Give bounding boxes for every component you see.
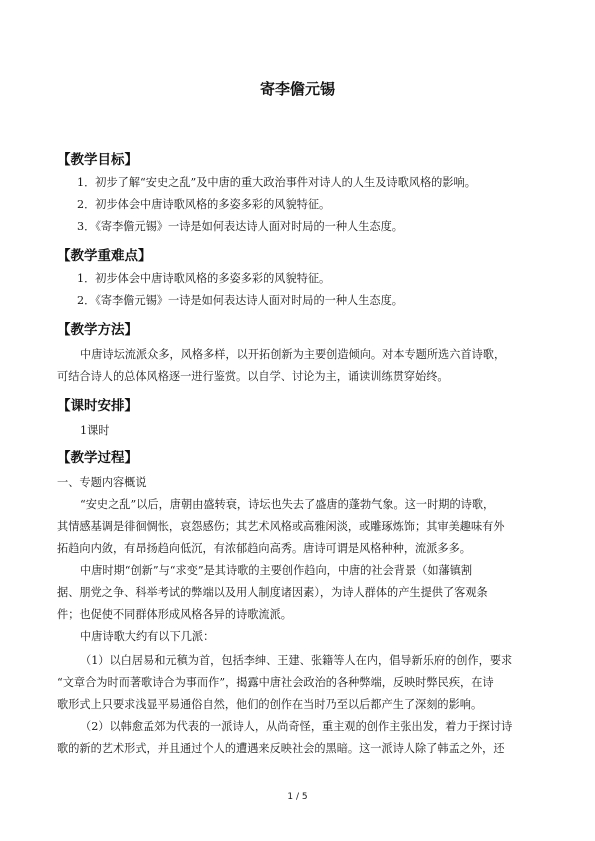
paragraph-line: （2）以韩愈孟郊为代表的一派诗人，从尚奇怪，重主观的创作主张出发，着力于探讨诗 (80, 720, 513, 733)
key-point-item: 2．《寄李儋元锡》一诗是如何表达诗人面对时局的一种人生态度。 (77, 294, 403, 307)
goal-item: 3．《寄李儋元锡》一诗是如何表达诗人面对时局的一种人生态度。 (77, 220, 403, 233)
section-heading-method: 【教学方法】 (57, 322, 138, 338)
section-heading-schedule: 【课时安排】 (57, 398, 138, 414)
paragraph-line: 中唐诗歌大约有以下几派： (80, 630, 215, 643)
goal-item: 1．初步了解“安史之乱”及中唐的重大政治事件对诗人的人生及诗歌风格的影响。 (77, 176, 476, 189)
paragraph-line: 件；也促使不同群体形成风格各异的诗歌流派。 (57, 608, 292, 621)
paragraph-line: 中唐时期“创新”与“求变”是其诗歌的主要创作趋向，中唐的社会背景（如藩镇割 (80, 564, 473, 577)
paragraph-line: 其情感基调是徘徊惆怅，哀怨感伤；其艺术风格或高雅闲淡，或雕琢炼饰；其审美趣味有外 (57, 520, 505, 533)
paragraph-line: 拓趋向内敛，有昂扬趋向低沉，有浓郁趋向高秀。唐诗可谓是风格种种，流派多多。 (57, 542, 471, 555)
paragraph-line: “文章合为时而著歌诗合为事而作”，揭露中唐社会政治的各种弊端，反映时弊民疾，在诗 (57, 676, 494, 689)
paragraph-line: 歌的新的艺术形式，并且通过个人的遭遇来反映社会的黑暗。这一派诗人除了韩孟之外，还 (57, 742, 505, 755)
goal-item: 2．初步体会中唐诗歌风格的多姿多彩的风貌特征。 (77, 198, 331, 211)
paragraph-line: 歌形式上只要求浅显平易通俗自然，他们的创作在当时乃至以后都产生了深刻的影响。 (57, 698, 483, 711)
key-point-item: 1．初步体会中唐诗歌风格的多姿多彩的风貌特征。 (77, 272, 331, 285)
section-heading-process: 【教学过程】 (57, 450, 138, 466)
page-number: 1 / 5 (287, 792, 308, 802)
paragraph-line: “安史之乱”以后，唐朝由盛转衰，诗坛也失去了盛唐的蓬勃气象。这一时期的诗歌， (80, 498, 495, 511)
schedule-text: 1课时 (80, 424, 110, 437)
paragraph-line: （1）以白居易和元稹为首，包括李绅、王建、张籍等人在内，倡导新乐府的创作，要求 (80, 654, 513, 667)
section-heading-goals: 【教学目标】 (57, 152, 138, 168)
section-heading-key-points: 【教学重难点】 (57, 248, 152, 264)
process-subheading: 一、专题内容概说 (57, 476, 147, 489)
document-title: 寄李儋元锡 (259, 80, 335, 98)
method-line: 中唐诗坛流派众多，风格多样，以开拓创新为主要创造倾向。对本专题所选六首诗歌， (80, 348, 506, 361)
paragraph-line: 据、朋党之争、科举考试的弊端以及用人制度诸因素），为诗人群体的产生提供了客观条 (57, 586, 488, 599)
method-line: 可结合诗人的总体风格逐一进行鉴赏。以自学、讨论为主，诵读训练贯穿始终。 (57, 370, 449, 383)
